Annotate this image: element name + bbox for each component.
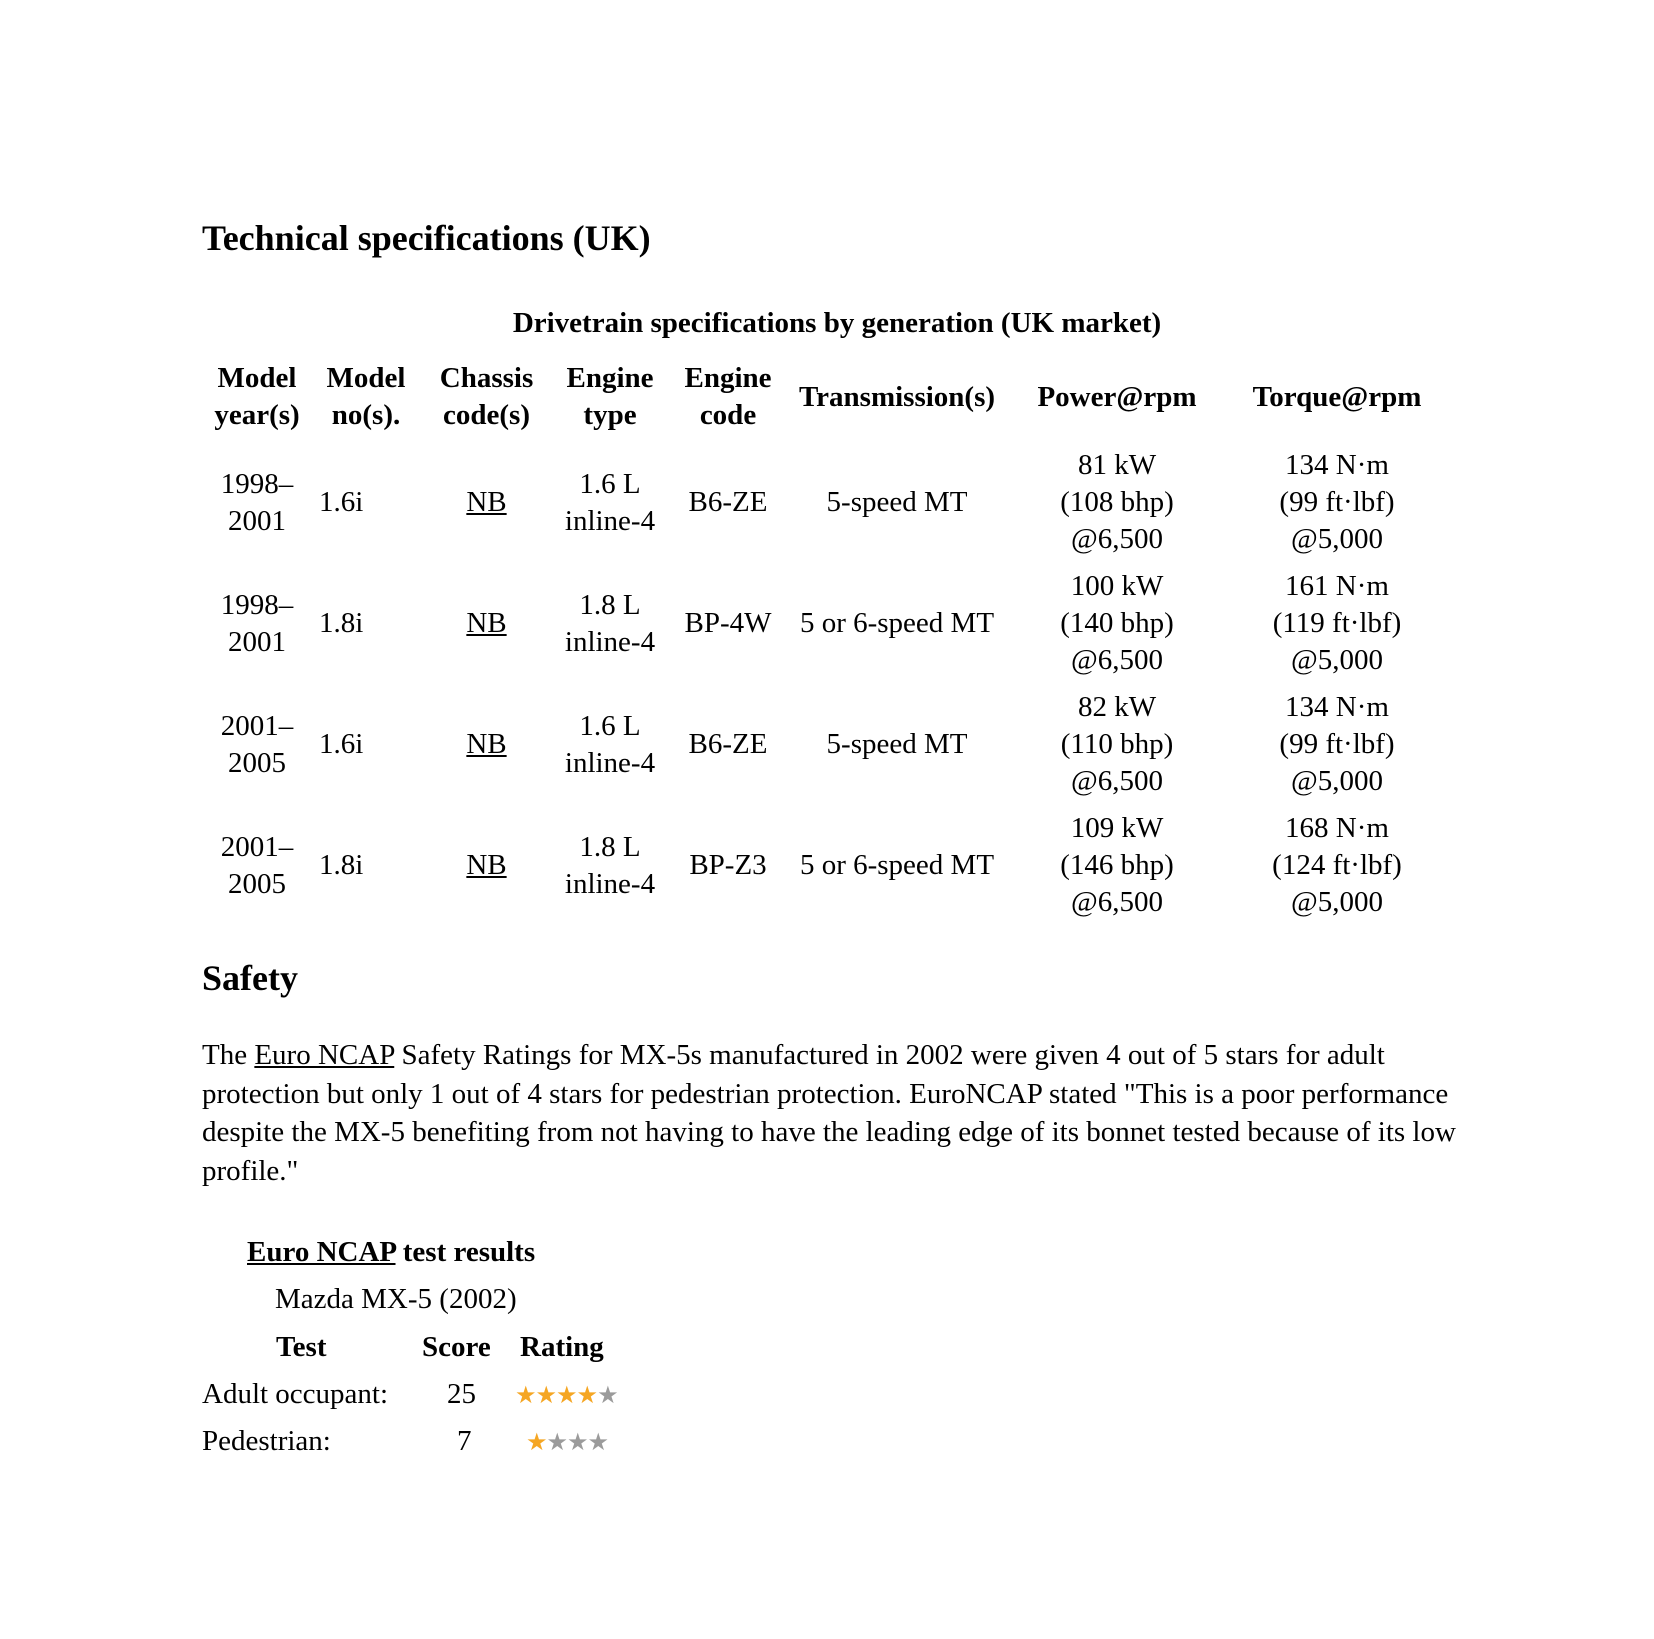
cell-line: inline-4 xyxy=(564,867,656,900)
cell-model-no: 1.6i xyxy=(319,486,364,518)
cell-line: (146 bhp) xyxy=(1060,849,1174,881)
chassis-code-link[interactable]: NB xyxy=(466,728,507,760)
cell-line: (119 ft·lbf) xyxy=(1272,607,1402,639)
cell-line: @6,500 xyxy=(1071,886,1163,918)
cell-line: 2005 xyxy=(228,867,286,900)
cell-line: 1.6 L xyxy=(579,467,641,500)
cell-line: @5,000 xyxy=(1291,765,1383,797)
cell-power xyxy=(1008,563,1226,684)
header-torque-rpm: Torque@rpm xyxy=(1252,380,1422,413)
cell-line: @5,000 xyxy=(1291,886,1383,918)
header-engine-type xyxy=(550,352,670,442)
euro-ncap-title-link[interactable]: Euro NCAP xyxy=(247,1236,396,1268)
cell-line: (99 ft·lbf) xyxy=(1279,728,1395,760)
header-transmissions: Transmission(s) xyxy=(798,380,996,413)
cell-line: 2001– xyxy=(220,830,294,863)
cell-chassis-code xyxy=(423,442,550,563)
cell-chassis-code xyxy=(423,805,550,926)
chassis-code-link[interactable]: NB xyxy=(466,849,507,881)
cell-engine-type xyxy=(550,684,670,805)
ncap-table-title xyxy=(247,1235,535,1269)
cell-model-no: 1.6i xyxy=(319,728,364,760)
cell-line: @6,500 xyxy=(1071,523,1163,555)
cell-line: (140 bhp) xyxy=(1060,607,1174,639)
header-line: no(s). xyxy=(331,399,401,431)
ncap-header-test: Test xyxy=(276,1331,327,1363)
cell-line: @5,000 xyxy=(1291,523,1383,555)
star-empty-icon: ★ xyxy=(597,1381,618,1409)
cell-torque xyxy=(1226,563,1448,684)
safety-paragraph xyxy=(202,1036,1492,1190)
ncap-test-adult: Adult occupant: xyxy=(202,1378,389,1410)
cell-line: (110 bhp) xyxy=(1060,728,1174,760)
ncap-test-pedestrian: Pedestrian: xyxy=(202,1425,331,1457)
star-filled-icon: ★ xyxy=(535,1381,557,1409)
cell-line: 2001 xyxy=(228,504,286,537)
cell-line: 168 N·m xyxy=(1285,812,1389,844)
cell-model-no: 1.8i xyxy=(319,607,364,639)
header-model-nos xyxy=(309,352,423,442)
cell-line: inline-4 xyxy=(564,504,656,537)
chassis-code-link[interactable]: NB xyxy=(466,607,507,639)
cell-line: 100 kW xyxy=(1070,570,1164,602)
star-filled-icon: ★ xyxy=(515,1381,536,1409)
cell-line: inline-4 xyxy=(564,625,656,658)
header-line: Engine xyxy=(684,362,772,394)
header-power-rpm: Power@rpm xyxy=(1037,380,1197,413)
cell-line: (124 ft·lbf) xyxy=(1272,849,1402,881)
cell-line: (108 bhp) xyxy=(1060,486,1174,518)
drivetrain-table xyxy=(205,352,1448,926)
cell-line: @5,000 xyxy=(1291,644,1383,676)
table-caption: Drivetrain specifications by generation (UK market) xyxy=(512,307,1162,339)
header-chassis-codes xyxy=(423,352,550,442)
ncap-title-text: test results xyxy=(395,1236,536,1268)
header-line: code xyxy=(699,399,757,431)
cell-line: 2005 xyxy=(228,746,286,779)
ncap-subtitle: Mazda MX-5 (2002) xyxy=(275,1283,517,1315)
cell-line: (99 ft·lbf) xyxy=(1279,486,1395,518)
cell-line: 1998– xyxy=(220,588,294,621)
header-line: code(s) xyxy=(443,399,530,431)
cell-line: @6,500 xyxy=(1071,644,1163,676)
cell-power xyxy=(1008,442,1226,563)
ncap-rating-adult xyxy=(515,1378,618,1412)
cell-line: 109 kW xyxy=(1070,812,1164,844)
cell-line: 2001 xyxy=(228,625,286,658)
paragraph-text: Safety Ratings for MX-5s manufactured in 2002 were given 4 out of 5 stars for adult protection but only 1 out of 4 stars for pedestrian protection. EuroNCAP stated "This is a poor performance despite the MX-5 benefiting from not having to have the leading edge of its bonnet tested because of its low profile." xyxy=(202,1039,1456,1187)
cell-line: 2001– xyxy=(220,709,294,742)
cell-model-years xyxy=(205,563,309,684)
cell-line: @6,500 xyxy=(1071,765,1163,797)
cell-line: 161 N·m xyxy=(1285,570,1389,602)
ncap-header-score: Score xyxy=(422,1331,491,1363)
cell-transmission: 5 or 6-speed MT xyxy=(799,607,995,639)
cell-model-years xyxy=(205,684,309,805)
ncap-score-pedestrian: 7 xyxy=(457,1425,472,1457)
euro-ncap-link[interactable]: Euro NCAP xyxy=(254,1039,395,1071)
cell-engine-code: B6-ZE xyxy=(688,728,768,760)
cell-transmission: 5-speed MT xyxy=(826,728,968,760)
star-filled-icon: ★ xyxy=(556,1381,577,1409)
star-empty-icon: ★ xyxy=(587,1428,609,1456)
cell-engine-type xyxy=(550,442,670,563)
cell-torque xyxy=(1226,805,1448,926)
star-empty-icon: ★ xyxy=(546,1428,568,1456)
cell-engine-type xyxy=(550,563,670,684)
header-line: type xyxy=(583,399,637,431)
cell-power xyxy=(1008,805,1226,926)
cell-transmission: 5 or 6-speed MT xyxy=(799,849,995,881)
cell-engine-code: BP-Z3 xyxy=(689,849,767,881)
cell-model-years xyxy=(205,442,309,563)
cell-torque xyxy=(1226,684,1448,805)
ncap-score-adult: 25 xyxy=(447,1378,476,1410)
cell-line: 1998– xyxy=(220,467,294,500)
header-engine-code xyxy=(670,352,786,442)
cell-torque xyxy=(1226,442,1448,563)
paragraph-text: The xyxy=(202,1039,255,1071)
cell-line: 134 N·m xyxy=(1285,449,1389,481)
cell-power xyxy=(1008,684,1226,805)
cell-engine-code: B6-ZE xyxy=(688,486,768,518)
cell-line: 81 kW xyxy=(1077,449,1157,481)
chassis-code-link[interactable]: NB xyxy=(466,486,507,518)
cell-engine-type xyxy=(550,805,670,926)
cell-model-years xyxy=(205,805,309,926)
cell-line: 134 N·m xyxy=(1285,691,1389,723)
cell-line: 1.8 L xyxy=(579,588,641,621)
header-model-years xyxy=(205,352,309,442)
ncap-header-rating: Rating xyxy=(520,1331,604,1363)
cell-line: 1.8 L xyxy=(579,830,641,863)
star-filled-icon: ★ xyxy=(576,1381,598,1409)
header-line: Chassis xyxy=(439,362,534,394)
star-empty-icon: ★ xyxy=(567,1428,588,1456)
cell-line: 82 kW xyxy=(1077,691,1157,723)
ncap-rating-pedestrian xyxy=(526,1425,608,1459)
header-line: Engine xyxy=(566,362,654,394)
star-filled-icon: ★ xyxy=(526,1428,547,1456)
header-line: year(s) xyxy=(214,399,300,431)
header-line: Model xyxy=(326,362,406,394)
cell-chassis-code xyxy=(423,684,550,805)
section-heading-safety: Safety xyxy=(202,958,298,998)
header-line: Model xyxy=(217,362,297,394)
cell-model-no: 1.8i xyxy=(319,849,364,881)
cell-transmission: 5-speed MT xyxy=(826,486,968,518)
cell-line: inline-4 xyxy=(564,746,656,779)
cell-engine-code: BP-4W xyxy=(684,607,772,639)
cell-chassis-code xyxy=(423,563,550,684)
section-heading-tech-specs: Technical specifications (UK) xyxy=(202,218,651,258)
cell-line: 1.6 L xyxy=(579,709,641,742)
